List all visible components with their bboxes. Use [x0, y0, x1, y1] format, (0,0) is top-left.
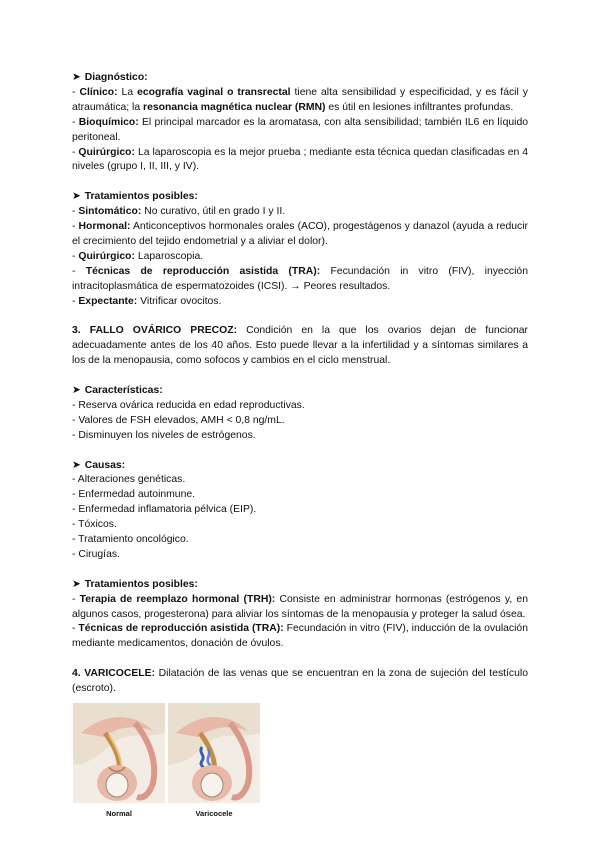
normal-anatomy-illustration [73, 703, 165, 803]
fallo-ovarico-section: 3. FALLO OVÁRICO PRECOZ: Condición en la que los ovarios dejan de funcionar adecuadamente antes de los 40 años. Esto puede llevar a la infertilidad y a síntomas similares a los de la menopausia, como sofocos y cambios en el ciclo menstrual. [72, 325, 528, 367]
tratamientos-heading-1: ➤ Tratamientos posibles: [72, 191, 198, 203]
list-item: - Valores de FSH elevados, AMH < 0,8 ng/mL. [72, 414, 285, 426]
tra-item-1: - Técnicas de reproducción asistida (TRA): Fecundación in vitro (FIV), inyección intracitoplasmática de espermatozoides (ICSI). → Peores resultados. [72, 265, 528, 292]
tra-item-2: - Técnicas de reproducción asistida (TRA): Fecundación in vitro (FIV), inducción de la ovulación mediante medicamentos, donación de óvulos. [72, 623, 528, 650]
caption-normal: Normal [106, 808, 132, 818]
arrow-icon: ➤ [72, 384, 81, 396]
section-title: 3. FALLO OVÁRICO PRECOZ: [72, 325, 238, 337]
expectante-item: - Expectante: Vitrificar ovocitos. [72, 295, 222, 307]
arrow-icon: ➤ [72, 191, 81, 203]
list-item: - Alteraciones genéticas. [72, 474, 186, 486]
caracteristicas-heading: ➤ Características: [72, 384, 163, 396]
list-item: - Enfermedad autoinmune. [72, 489, 196, 501]
arrow-icon: ➤ [72, 578, 81, 590]
list-item: - Tratamiento oncológico. [72, 534, 189, 546]
quirurgico-trat-item: - Quirúrgico: Laparoscopia. [72, 250, 204, 262]
causas-heading: ➤ Causas: [72, 459, 126, 471]
section-title: 4. VARICOCELE: [72, 668, 156, 680]
tratamientos-heading-2: ➤ Tratamientos posibles: [72, 578, 198, 590]
list-item: - Tóxicos. [72, 519, 117, 531]
list-item: - Cirugías. [72, 548, 120, 560]
arrow-icon: ➤ [72, 72, 81, 83]
varicocele-anatomy-illustration [168, 703, 260, 803]
diagnostico-heading: ➤ Diagnóstico: [72, 72, 148, 83]
list-item: - Enfermedad inflamatoria pélvica (EIP). [72, 504, 257, 516]
varicocele-figure [72, 703, 272, 823]
document-page [72, 71, 528, 823]
sintomatico-item: - Sintomático: No curativo, útil en grado I y II. [72, 206, 286, 218]
clinico-item: - Clínico: La ecografía vaginal o transrectal tiene alta sensibilidad y especificidad, y es fácil y atraumática; la resonancia magnética nuclear (RMN) es útil en lesiones infiltrantes profundas. [72, 86, 528, 113]
hormonal-item: - Hormonal: Anticonceptivos hormonales orales (ACO), progestágenos y danazol (ayuda a reducir el crecimiento del tejido endometrial y a aliviar el dolor). [72, 221, 528, 247]
list-item: - Reserva ovárica reducida en edad reproductivas. [72, 399, 305, 411]
caption-varicocele: Varicocele [195, 808, 233, 818]
list-item: - Disminuyen los niveles de estrógenos. [72, 429, 256, 441]
trh-item: - Terapia de reemplazo hormonal (TRH): Consiste en administrar hormonas (estrógenos y, en algunos casos, progesterona) para aliviar los síntomas de la menopausia y proteger la salud ósea. [72, 593, 528, 620]
varicocele-section: 4. VARICOCELE: Dilatación de las venas que se encuentran en la zona de sujeción del testículo (escroto). [72, 668, 528, 695]
bioquimico-item: - Bioquímico: El principal marcador es la aromatasa, con alta sensibilidad; también IL6 en líquido peritoneal. [72, 116, 528, 143]
arrow-icon: ➤ [72, 459, 81, 471]
quirurgico-item: - Quirúrgico: La laparoscopia es la mejor prueba ; mediante esta técnica quedan clasificadas en 4 niveles (grupo I, II, III, y IV). [72, 146, 528, 173]
